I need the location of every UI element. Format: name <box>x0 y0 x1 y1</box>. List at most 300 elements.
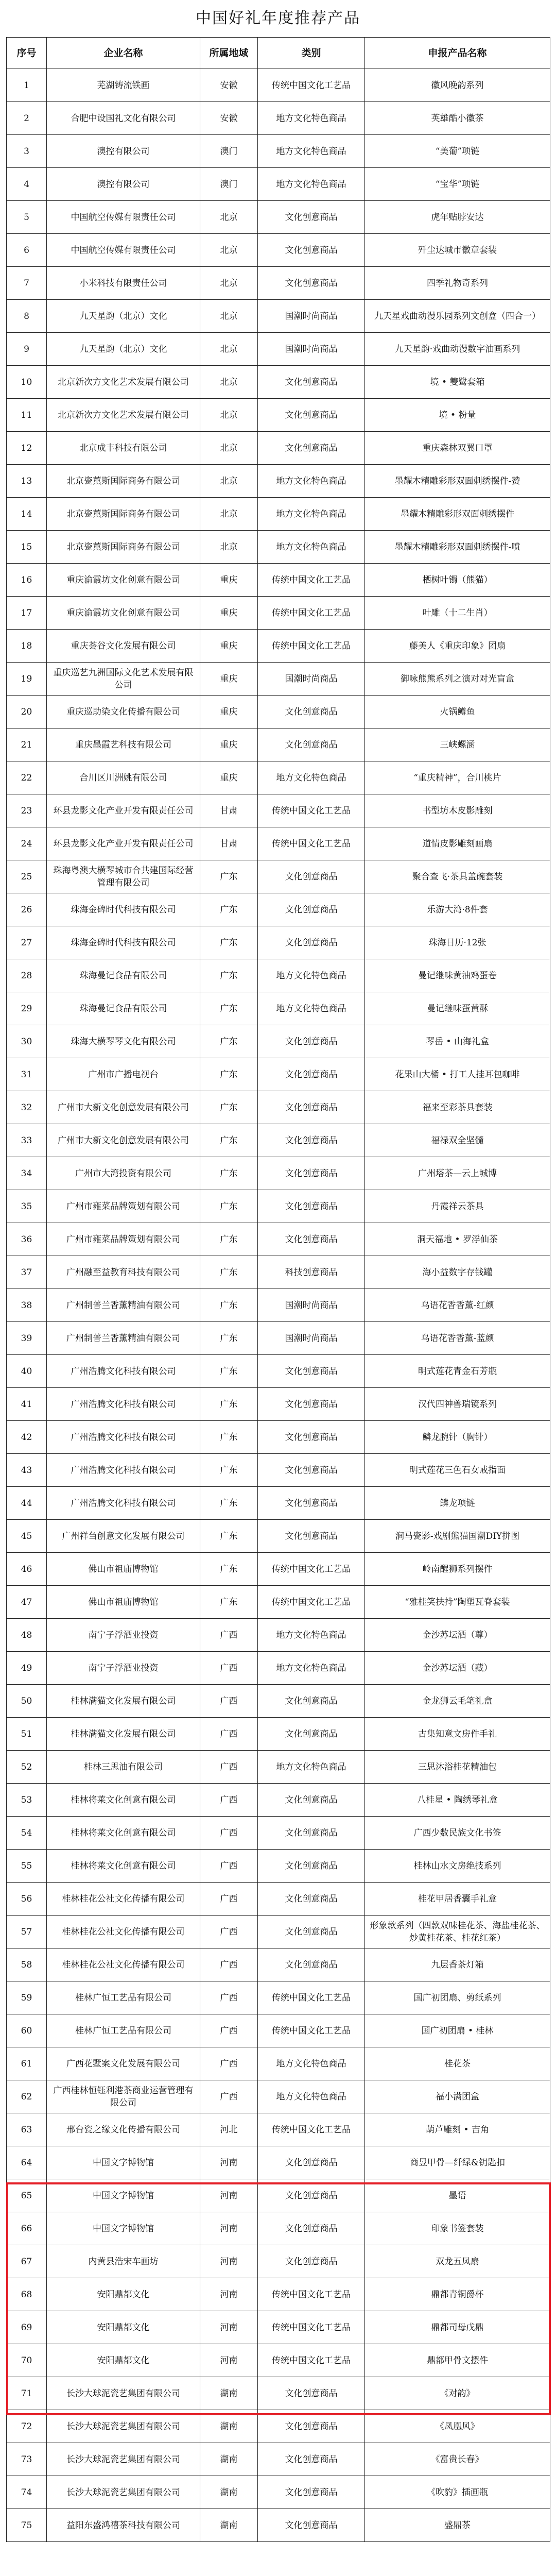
company-name: 广州浩腾文化科技有限公司 <box>47 1388 200 1421</box>
company-name: 桂林桂花公社文化传播有限公司 <box>47 1883 200 1916</box>
region: 广西 <box>200 1883 258 1916</box>
company-name: 中国文字博物馆 <box>47 2179 200 2212</box>
row-index: 16 <box>7 564 47 597</box>
row-index: 64 <box>7 2146 47 2179</box>
company-name: 中国文字博物馆 <box>47 2212 200 2245</box>
region: 广西 <box>200 2080 258 2113</box>
product-name: 重庆森林双翼口罩 <box>365 432 550 465</box>
product-name: 汉代四神兽瑞镜系列 <box>365 1388 550 1421</box>
row-index: 68 <box>7 2278 47 2311</box>
table-row <box>7 333 550 366</box>
category: 传统中国文化工艺品 <box>258 1586 365 1619</box>
row-index: 25 <box>7 860 47 893</box>
company-name: 广州祥刍创意文化发展有限公司 <box>47 1520 200 1553</box>
region: 重庆 <box>200 761 258 794</box>
region: 澳门 <box>200 168 258 201</box>
product-name: 洞天福地 • 罗浮仙茶 <box>365 1223 550 1256</box>
table-row <box>7 2443 550 2476</box>
product-name: 栖树叶镯（熊猫） <box>365 564 550 597</box>
table-row <box>7 1553 550 1586</box>
region: 北京 <box>200 267 258 300</box>
product-name: “宝华”项链 <box>365 168 550 201</box>
product-name: 桂花茶 <box>365 2047 550 2080</box>
category: 文化创意商品 <box>258 1355 365 1388</box>
company-name: 广州浩腾文化科技有限公司 <box>47 1487 200 1520</box>
table-row <box>7 102 550 135</box>
region: 重庆 <box>200 728 258 761</box>
table-row <box>7 1817 550 1850</box>
product-name: 墨语 <box>365 2179 550 2212</box>
table-row <box>7 1981 550 2014</box>
category: 传统中国文化工艺品 <box>258 2113 365 2146</box>
region: 广西 <box>200 1916 258 1948</box>
category: 文化创意商品 <box>258 201 365 234</box>
table-row <box>7 761 550 794</box>
category: 文化创意商品 <box>258 2377 365 2410</box>
company-name: 长沙大球泥瓷艺集团有限公司 <box>47 2377 200 2410</box>
category: 文化创意商品 <box>258 1817 365 1850</box>
category: 文化创意商品 <box>258 893 365 926</box>
region: 广东 <box>200 893 258 926</box>
row-index: 75 <box>7 2509 47 2542</box>
category: 国潮时尚商品 <box>258 663 365 696</box>
row-index: 39 <box>7 1322 47 1355</box>
row-index: 6 <box>7 234 47 267</box>
table-row <box>7 69 550 102</box>
region: 湖南 <box>200 2443 258 2476</box>
table-row <box>7 1289 550 1322</box>
company-name: 广州制普兰香薰精油有限公司 <box>47 1289 200 1322</box>
company-name: 广州浩腾文化科技有限公司 <box>47 1421 200 1454</box>
region: 广东 <box>200 1487 258 1520</box>
table-row <box>7 1091 550 1124</box>
table-row <box>7 2410 550 2443</box>
row-index: 50 <box>7 1685 47 1718</box>
row-index: 69 <box>7 2311 47 2344</box>
category: 文化创意商品 <box>258 267 365 300</box>
product-name: 曼记继味蛋黄酥 <box>365 992 550 1025</box>
table-row <box>7 2311 550 2344</box>
region: 河南 <box>200 2179 258 2212</box>
region: 湖南 <box>200 2377 258 2410</box>
row-index: 56 <box>7 1883 47 1916</box>
row-index: 65 <box>7 2179 47 2212</box>
product-name: 三峡螺涵 <box>365 728 550 761</box>
row-index: 55 <box>7 1850 47 1883</box>
product-name: 明式莲花青金石芳瓶 <box>365 1355 550 1388</box>
company-name: 南宁子浮酒业投资 <box>47 1652 200 1685</box>
row-index: 40 <box>7 1355 47 1388</box>
company-name: 长沙大球泥瓷艺集团有限公司 <box>47 2410 200 2443</box>
row-index: 66 <box>7 2212 47 2245</box>
table-row <box>7 663 550 696</box>
product-name: 叶雕（十二生肖） <box>365 597 550 630</box>
company-name: 广州市雍菜品牌策划有限公司 <box>47 1190 200 1223</box>
row-index: 54 <box>7 1817 47 1850</box>
table-row <box>7 531 550 564</box>
table-row <box>7 2245 550 2278</box>
category: 地方文化特色商品 <box>258 2080 365 2113</box>
category: 文化创意商品 <box>258 1058 365 1091</box>
category: 传统中国文化工艺品 <box>258 69 365 102</box>
company-name: 重庆墨霞艺科技有限公司 <box>47 728 200 761</box>
row-index: 31 <box>7 1058 47 1091</box>
company-name: 广州市大新文化创意发展有限公司 <box>47 1091 200 1124</box>
product-name: 聚合查飞·茶具盖碗套装 <box>365 860 550 893</box>
row-index: 53 <box>7 1784 47 1817</box>
product-name: 《富贵长春》 <box>365 2443 550 2476</box>
row-index: 13 <box>7 465 47 498</box>
company-name: 北京新次方文化艺术发展有限公司 <box>47 399 200 432</box>
product-name: 九天星戏曲动漫乐园系列文创盒（四合一） <box>365 300 550 333</box>
region: 广东 <box>200 1520 258 1553</box>
region: 广西 <box>200 1685 258 1718</box>
category: 文化创意商品 <box>258 1388 365 1421</box>
region: 北京 <box>200 432 258 465</box>
category: 文化创意商品 <box>258 696 365 728</box>
category: 文化创意商品 <box>258 728 365 761</box>
table-row <box>7 201 550 234</box>
product-name: 珠海日历·12张 <box>365 926 550 959</box>
row-index: 71 <box>7 2377 47 2410</box>
company-name: 桂林广恒工艺品有限公司 <box>47 2014 200 2047</box>
row-index: 38 <box>7 1289 47 1322</box>
category: 传统中国文化工艺品 <box>258 1981 365 2014</box>
category: 文化创意商品 <box>258 366 365 399</box>
category: 传统中国文化工艺品 <box>258 630 365 663</box>
category: 地方文化特色商品 <box>258 761 365 794</box>
table-row <box>7 2014 550 2047</box>
product-name: 金沙苏坛酒（尊） <box>365 1619 550 1652</box>
product-name: 福来至彩茶具套装 <box>365 1091 550 1124</box>
product-name: 鼎都青铜爵杯 <box>365 2278 550 2311</box>
category: 文化创意商品 <box>258 1487 365 1520</box>
region: 广东 <box>200 860 258 893</box>
table-row <box>7 827 550 860</box>
company-name: 南宁子浮酒业投资 <box>47 1619 200 1652</box>
category: 传统中国文化工艺品 <box>258 827 365 860</box>
product-name: 御咏熊熊系列之演对对光盲盒 <box>365 663 550 696</box>
company-name: 中国航空传媒有限责任公司 <box>47 201 200 234</box>
region: 广东 <box>200 1388 258 1421</box>
table-row <box>7 1322 550 1355</box>
company-name: 佛山市祖庙博物馆 <box>47 1553 200 1586</box>
product-name: 商昱甲骨—纤绿&钥匙扣 <box>365 2146 550 2179</box>
table-row <box>7 1487 550 1520</box>
region: 广东 <box>200 1025 258 1058</box>
company-name: 重庆巡助染文化传播有限公司 <box>47 696 200 728</box>
category: 科技创意商品 <box>258 1256 365 1289</box>
table-row <box>7 564 550 597</box>
table-row <box>7 399 550 432</box>
row-index: 73 <box>7 2443 47 2476</box>
company-name: 中国航空传媒有限责任公司 <box>47 234 200 267</box>
region: 北京 <box>200 399 258 432</box>
table-row <box>7 2080 550 2113</box>
region: 重庆 <box>200 564 258 597</box>
region: 广东 <box>200 1553 258 1586</box>
company-name: 珠海曼记食品有限公司 <box>47 992 200 1025</box>
category: 文化创意商品 <box>258 1223 365 1256</box>
row-index: 5 <box>7 201 47 234</box>
company-name: 桂林将莱文化创意有限公司 <box>47 1817 200 1850</box>
row-index: 1 <box>7 69 47 102</box>
region: 广东 <box>200 1223 258 1256</box>
category: 文化创意商品 <box>258 1718 365 1751</box>
table-row <box>7 1388 550 1421</box>
table-row <box>7 135 550 168</box>
region: 广东 <box>200 1058 258 1091</box>
product-table <box>6 37 550 2542</box>
company-name: 广西花墅案文化发展有限公司 <box>47 2047 200 2080</box>
category: 文化创意商品 <box>258 1091 365 1124</box>
company-name: 珠海大横琴琴文化有限公司 <box>47 1025 200 1058</box>
header-company: 企业名称 <box>47 38 200 69</box>
table-row <box>7 267 550 300</box>
table-row <box>7 630 550 663</box>
region: 北京 <box>200 531 258 564</box>
category: 文化创意商品 <box>258 1916 365 1948</box>
product-name: 火锅鳟鱼 <box>365 696 550 728</box>
table-row <box>7 1157 550 1190</box>
table-row <box>7 1058 550 1091</box>
product-name: 金龙狮云毛笔礼盒 <box>365 1685 550 1718</box>
table-row <box>7 1421 550 1454</box>
row-index: 15 <box>7 531 47 564</box>
product-name: 金沙苏坛酒（藏） <box>365 1652 550 1685</box>
product-name: 道情皮影雕刻画扇 <box>365 827 550 860</box>
row-index: 9 <box>7 333 47 366</box>
table-row <box>7 2047 550 2080</box>
company-name: 桂林将莱文化创意有限公司 <box>47 1784 200 1817</box>
table-row <box>7 1784 550 1817</box>
row-index: 41 <box>7 1388 47 1421</box>
region: 河南 <box>200 2212 258 2245</box>
table-row <box>7 597 550 630</box>
table-row <box>7 1916 550 1948</box>
row-index: 61 <box>7 2047 47 2080</box>
product-name: 《对韵》 <box>365 2377 550 2410</box>
product-name: 境 • 雙鹭套箱 <box>365 366 550 399</box>
table-row <box>7 2113 550 2146</box>
category: 文化创意商品 <box>258 1948 365 1981</box>
category: 文化创意商品 <box>258 1454 365 1487</box>
category: 文化创意商品 <box>258 1520 365 1553</box>
category: 文化创意商品 <box>258 1025 365 1058</box>
row-index: 10 <box>7 366 47 399</box>
company-name: 重庆荟谷文化发展有限公司 <box>47 630 200 663</box>
company-name: 北京瓷薰斯国际商务有限公司 <box>47 498 200 531</box>
company-name: 广州制普兰香薰精油有限公司 <box>47 1322 200 1355</box>
region: 湖南 <box>200 2410 258 2443</box>
category: 文化创意商品 <box>258 2509 365 2542</box>
region: 河南 <box>200 2311 258 2344</box>
product-name: 四季礼物奇系列 <box>365 267 550 300</box>
company-name: 中国文字博物馆 <box>47 2146 200 2179</box>
product-name: 曼记继味黄油鸡蛋卷 <box>365 959 550 992</box>
table-row <box>7 1883 550 1916</box>
company-name: 桂林桂花公社文化传播有限公司 <box>47 1916 200 1948</box>
company-name: 长沙大球泥瓷艺集团有限公司 <box>47 2443 200 2476</box>
table-row <box>7 1223 550 1256</box>
table-row <box>7 2476 550 2509</box>
row-index: 47 <box>7 1586 47 1619</box>
company-name: 安阳鼎都文化 <box>47 2278 200 2311</box>
row-index: 35 <box>7 1190 47 1223</box>
region: 河南 <box>200 2146 258 2179</box>
company-name: 澳控有限公司 <box>47 168 200 201</box>
category: 地方文化特色商品 <box>258 1652 365 1685</box>
region: 广东 <box>200 1256 258 1289</box>
table-row <box>7 1948 550 1981</box>
company-name: 北京新次方文化艺术发展有限公司 <box>47 366 200 399</box>
category: 文化创意商品 <box>258 1124 365 1157</box>
company-name: 珠海曼记食品有限公司 <box>47 959 200 992</box>
company-name: 重庆渝霞坊文化创意有限公司 <box>47 597 200 630</box>
region: 澳门 <box>200 135 258 168</box>
product-name: 九层香茶灯箱 <box>365 1948 550 1981</box>
table-row <box>7 2278 550 2311</box>
region: 广东 <box>200 1157 258 1190</box>
category: 文化创意商品 <box>258 2476 365 2509</box>
category: 文化创意商品 <box>258 432 365 465</box>
category: 文化创意商品 <box>258 2179 365 2212</box>
row-index: 63 <box>7 2113 47 2146</box>
row-index: 11 <box>7 399 47 432</box>
company-name: 合肥中设国礼文化有限公司 <box>47 102 200 135</box>
product-name: 印象书签套装 <box>365 2212 550 2245</box>
table-row <box>7 2509 550 2542</box>
company-name: 桂林满猫文化发展有限公司 <box>47 1685 200 1718</box>
product-name: “雅桂笑扶持”陶塑瓦脊套装 <box>365 1586 550 1619</box>
row-index: 23 <box>7 794 47 827</box>
product-name: 涧马瓷影-戏剧熊猫国潮DIY拼图 <box>365 1520 550 1553</box>
product-name: 桂林山水文房绝技系列 <box>365 1850 550 1883</box>
table-row <box>7 300 550 333</box>
region: 河北 <box>200 2113 258 2146</box>
category: 文化创意商品 <box>258 1421 365 1454</box>
region: 广东 <box>200 1289 258 1322</box>
region: 重庆 <box>200 630 258 663</box>
region: 广东 <box>200 1586 258 1619</box>
region: 广东 <box>200 1190 258 1223</box>
company-name: 桂林桂花公社文化传播有限公司 <box>47 1948 200 1981</box>
region: 重庆 <box>200 663 258 696</box>
row-index: 20 <box>7 696 47 728</box>
row-index: 27 <box>7 926 47 959</box>
company-name: 桂林满猫文化发展有限公司 <box>47 1718 200 1751</box>
row-index: 62 <box>7 2080 47 2113</box>
row-index: 33 <box>7 1124 47 1157</box>
category: 地方文化特色商品 <box>258 102 365 135</box>
table-row <box>7 1586 550 1619</box>
product-name: 双龙五凤扇 <box>365 2245 550 2278</box>
region: 重庆 <box>200 696 258 728</box>
company-name: 小米科技有限责任公司 <box>47 267 200 300</box>
table-row <box>7 1685 550 1718</box>
row-index: 43 <box>7 1454 47 1487</box>
row-index: 22 <box>7 761 47 794</box>
category: 传统中国文化工艺品 <box>258 2014 365 2047</box>
region: 北京 <box>200 234 258 267</box>
row-index: 46 <box>7 1553 47 1586</box>
product-name: 古集知意文房件手礼 <box>365 1718 550 1751</box>
row-index: 3 <box>7 135 47 168</box>
region: 北京 <box>200 201 258 234</box>
company-name: 安阳鼎都文化 <box>47 2344 200 2377</box>
category: 传统中国文化工艺品 <box>258 794 365 827</box>
company-name: 佛山市祖庙博物馆 <box>47 1586 200 1619</box>
company-name: 广州市广播电视台 <box>47 1058 200 1091</box>
row-index: 29 <box>7 992 47 1025</box>
product-name: 明式莲花三色石女戒指面 <box>365 1454 550 1487</box>
row-index: 12 <box>7 432 47 465</box>
product-name: 墨耀木精雕彩形双面刺绣摆件 <box>365 498 550 531</box>
category: 地方文化特色商品 <box>258 531 365 564</box>
product-name: 乐游大湾·8件套 <box>365 893 550 926</box>
company-name: 重庆巡艺九洲国际文化艺术发展有限公司 <box>47 663 200 696</box>
table-row <box>7 1751 550 1784</box>
header-category: 类别 <box>258 38 365 69</box>
product-name: 丹霞祥云茶具 <box>365 1190 550 1223</box>
region: 河南 <box>200 2245 258 2278</box>
product-name: 广西少数民族文化书签 <box>365 1817 550 1850</box>
product-name: 鼎都甲骨文摆件 <box>365 2344 550 2377</box>
category: 文化创意商品 <box>258 926 365 959</box>
row-index: 58 <box>7 1948 47 1981</box>
region: 广东 <box>200 926 258 959</box>
company-name: 长沙大球泥瓷艺集团有限公司 <box>47 2476 200 2509</box>
row-index: 24 <box>7 827 47 860</box>
product-name: 海小益数字存钱罐 <box>365 1256 550 1289</box>
product-name: 岭南醒狮系列摆件 <box>365 1553 550 1586</box>
company-name: 环县龙影文化产业开发有限责任公司 <box>47 827 200 860</box>
product-name: 境 • 粉量 <box>365 399 550 432</box>
company-name: 广州浩腾文化科技有限公司 <box>47 1454 200 1487</box>
category: 地方文化特色商品 <box>258 498 365 531</box>
region: 广西 <box>200 1850 258 1883</box>
product-name: 广州塔茶—云上城博 <box>365 1157 550 1190</box>
product-name: 《吹豹》插画瓶 <box>365 2476 550 2509</box>
category: 传统中国文化工艺品 <box>258 2311 365 2344</box>
category: 国潮时尚商品 <box>258 1322 365 1355</box>
category: 传统中国文化工艺品 <box>258 597 365 630</box>
region: 安徽 <box>200 102 258 135</box>
table-row <box>7 893 550 926</box>
row-index: 28 <box>7 959 47 992</box>
category: 文化创意商品 <box>258 2146 365 2179</box>
row-index: 44 <box>7 1487 47 1520</box>
category: 文化创意商品 <box>258 2410 365 2443</box>
product-name: 琴岳 • 山海礼盒 <box>365 1025 550 1058</box>
row-index: 51 <box>7 1718 47 1751</box>
region: 广东 <box>200 1322 258 1355</box>
row-index: 8 <box>7 300 47 333</box>
row-index: 42 <box>7 1421 47 1454</box>
region: 安徽 <box>200 69 258 102</box>
region: 北京 <box>200 366 258 399</box>
table-row <box>7 234 550 267</box>
category: 文化创意商品 <box>258 1850 365 1883</box>
product-name: 国广初团扇、剪纸系列 <box>365 1981 550 2014</box>
product-name: 乌语花香香薰-红颜 <box>365 1289 550 1322</box>
product-name: 英雄酷小徽茶 <box>365 102 550 135</box>
region: 广西 <box>200 1619 258 1652</box>
table-row <box>7 1355 550 1388</box>
company-name: 重庆渝霞坊文化创意有限公司 <box>47 564 200 597</box>
table-row <box>7 1190 550 1223</box>
row-index: 14 <box>7 498 47 531</box>
